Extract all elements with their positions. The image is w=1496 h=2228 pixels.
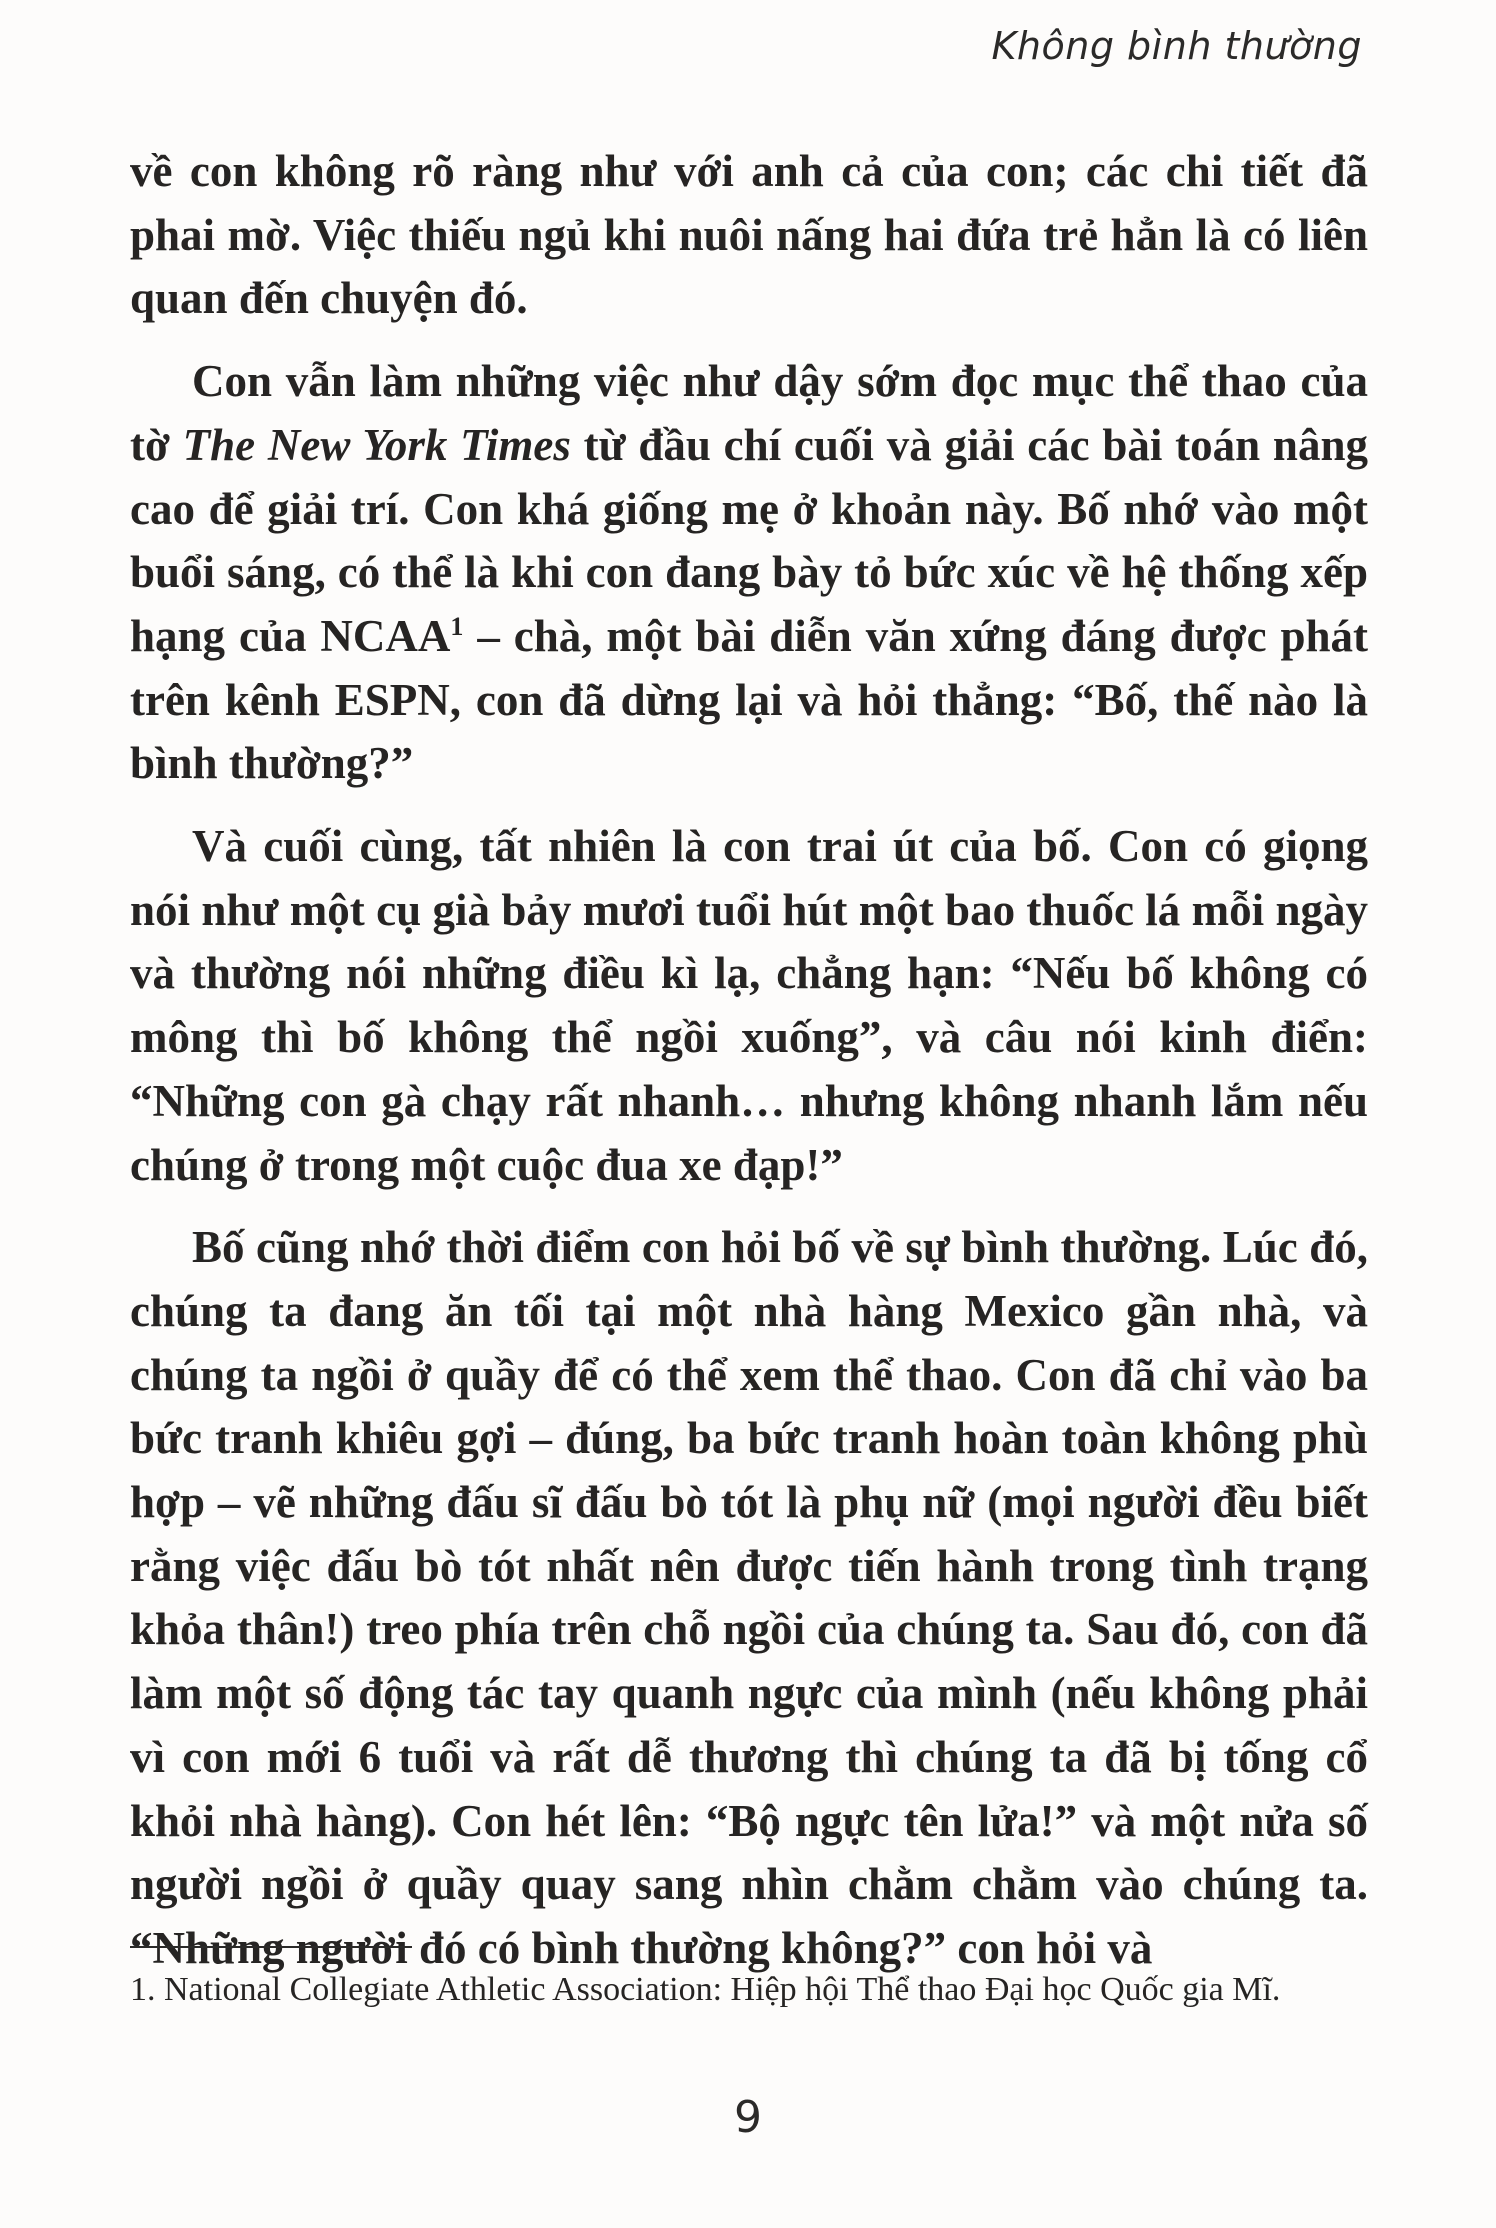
page-number: 9 — [734, 2092, 762, 2143]
paragraph-3: Và cuối cùng, tất nhiên là con trai út của bố. Con có giọng nói như một cụ già bảy mươi tuổi hút một bao thuốc lá mỗi ngày và thường nói những điều kì lạ, chẳng hạn: “Nếu bố không có mông thì bố không thể ngồi xuống”, và câu nói kinh điển: “Những con gà chạy rất nhanh… nhưng không nhanh lắm nếu chúng ở trong một cuộc đua xe đạp!” — [130, 821, 1368, 1190]
paragraph-2-part-a: Con vẫn làm những việc như dậy sớm đọc mục thể thao của tờ — [130, 356, 1368, 470]
newspaper-title: The New York Times — [182, 419, 571, 470]
running-header: Không bình thường — [991, 24, 1362, 68]
paragraph-2-part-b: từ đầu chí cuối và giải các bài toán nâng cao để giải trí. Con khá giống mẹ ở khoản này. Bố nhớ vào một buổi sáng, có thể là khi con đang bày tỏ bức xúc về hệ thống xếp hạng của NCAA — [130, 419, 1368, 661]
footnote-marker: 1 — [450, 611, 464, 641]
paragraph-2-part-c: – chà, một bài diễn văn xứng đáng được phát trên kênh ESPN, con đã dừng lại và hỏi thẳng: “Bố, thế nào là bình thường?” — [130, 610, 1369, 789]
footnote-divider — [130, 1946, 412, 1948]
body-text — [130, 140, 1368, 2000]
paragraph-1: về con không rõ ràng như với anh cả của con; các chi tiết đã phai mờ. Việc thiếu ngủ khi nuôi nấng hai đứa trẻ hẳn là có liên quan đến chuyện đó. — [130, 146, 1368, 324]
footnote: 1. National Collegiate Athletic Association: Hiệp hội Thể thao Đại học Quốc gia Mĩ. — [130, 1971, 1281, 2008]
paragraph-4: Bố cũng nhớ thời điểm con hỏi bố về sự bình thường. Lúc đó, chúng ta đang ăn tối tại một nhà hàng Mexico gần nhà, và chúng ta ngồi ở quầy để có thể xem thể thao. Con đã chỉ vào ba bức tranh khiêu gợi – đúng, ba bức tranh hoàn toàn không phù hợp – vẽ những đấu sĩ đấu bò tót là phụ nữ (mọi người đều biết rằng việc đấu bò tót nhất nên được tiến hành trong tình trạng khỏa thân!) treo phía trên chỗ ngồi của chúng ta. Sau đó, con đã làm một số động tác tay quanh ngực của mình (nếu không phải vì con mới 6 tuổi và rất dễ thương thì chúng ta đã bị tống cổ khỏi nhà hàng). Con hét lên: “Bộ ngực tên lửa!” và một nửa số người ngồi ở quầy quay sang nhìn chằm chằm vào chúng ta. “Những người đó có bình thường không?” con hỏi và — [130, 1222, 1368, 1973]
paragraph-2 — [130, 350, 1368, 796]
